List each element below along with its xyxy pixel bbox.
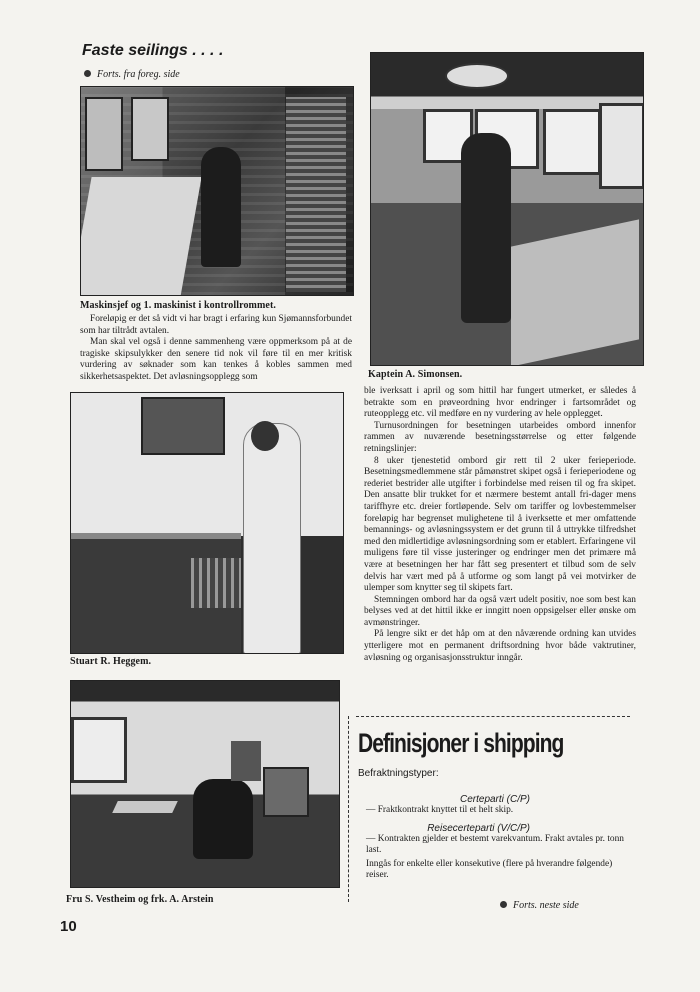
continued-next-text: Forts. neste side [513, 900, 579, 911]
definitions-subtitle: Befraktningstyper: [358, 768, 439, 779]
photo-galley [70, 392, 344, 654]
caption-photo2: Kaptein A. Simonsen. [368, 369, 463, 380]
paragraph: Man skal vel også i denne sammenheng være oppmerksom på at de tragiske skipsulykker den senere tid nok vil føre til en mer kritisk vurdering av søknader som kan tenkes å kobles sammen med sikkerhetsaspektet. Det avløsningsopplegg som [80, 337, 352, 382]
paragraph: Foreløpig er det så vidt vi har bragt i erfaring kun Sjømannsforbundet som har tiltrådt avtalen. [80, 314, 352, 336]
article-title: Faste seilings . . . . [82, 42, 224, 59]
continued-note [84, 64, 180, 82]
paragraph: Stemningen ombord har da også vært udelt positiv, noe som best kan belyses ved at det hittil ikke er inngitt noen oppsigelser eller ønske om avmønstringer. [364, 594, 636, 628]
definition-term: Reisecerteparti (V/C/P) [427, 822, 530, 834]
definitions-title: Definisjoner i shipping [358, 728, 564, 758]
paragraph: 8 uker tjenestetid ombord gir rett til 2 uker ferieperiode. Besetningsmedlemmene står påmønstret skipet også i ferieperiodene og rederiet bestrider alle utgifter i forbindelse med reisen til og fra skipet. Den ansatte blir trukket for et nærmere bestemt antall fri-dager mens tariffhyre etc. dreier fortløpende. Selv om tariffer og lovbestemmelser foreløpig har begrenset mulighetene til å iverksette et mer omfattende bemannings- og avløsningssystem er det grunn til å uttrykke tilfredshet med den midlertidige avløsningsordning som er etablert. Erfaringene vil muligens føre til visse justeringer og endringer men det primære må være at besetningen her har fått seg presentert et tilbud som de selv delvis har vært med på å utforme og som langt på vei motvirker de ulemper som knytter seg til skipets fart. [364, 455, 636, 594]
bullet-icon [500, 901, 507, 908]
definition-text: — Fraktkontrakt knyttet til et helt skip. [366, 805, 514, 815]
paragraph: På lengre sikt er det håp om at den nåværende ordning kan utvides ytterligere mot en permanent driftsordning hvor både vaktrutiner, avløsning og organisasjonsstruktur inngår. [364, 629, 636, 663]
definition-text: — Kontrakten gjelder et bestemt varekvantum. Frakt avtales pr. tonn last. [366, 833, 624, 856]
paragraph: Turnusordningen for besetningen utarbeides ombord innenfor rammen av nuværende besetningsstørrelse og etter følgende retningslinjer: [364, 420, 636, 454]
continued-text: Forts. fra foreg. side [97, 69, 180, 80]
left-article [80, 314, 352, 384]
box-left-border [348, 716, 349, 902]
caption-photo3: Stuart R. Heggem. [70, 656, 152, 667]
page-number: 10 [60, 918, 77, 935]
paragraph: ble iverksatt i april og som hittil har fungert utmerket, er således å betrakte som en prøveordning hvor endringer i fartsområdet og ruteopplegg etc. vil medføre en ny vurdering av hele opplegget. [364, 386, 636, 420]
caption-photo4: Fru S. Vestheim og frk. A. Arstein [66, 894, 214, 905]
definition-text: Inngås for enkelte eller konsekutive (flere på hverandre følgende) reiser. [366, 858, 613, 881]
photo-control-room [80, 86, 354, 296]
caption-photo1: Maskinsjef og 1. maskinist i kontrollrommet. [80, 300, 276, 311]
definition-term: Certeparti (C/P) [459, 794, 530, 805]
right-article [364, 386, 636, 664]
photo-captain [370, 52, 644, 366]
continued-next [500, 895, 579, 913]
bullet-icon [84, 70, 91, 77]
box-top-border [356, 716, 630, 717]
definitions-list [358, 794, 630, 882]
photo-lounge [70, 680, 340, 888]
